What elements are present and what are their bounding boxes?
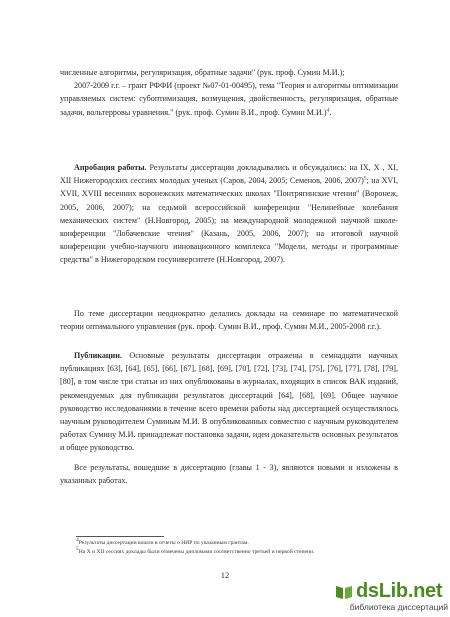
page-number: 12 [220,570,230,580]
paragraph-grant-continuation [60,66,398,119]
footnote-ref-5[interactable]: 5 [363,175,367,182]
grant-text: 2007-2009 г.г. – грант РФФИ (проект №07-01-00495), тема "Теория и алгоритмы оптимизации управляемых систем: субоптимизация, возмущения, двойственность, регуляризация, обратные задачи, вольтерровы уравнения." (рук. проф. Сумин В.И., проф. Сумин М.И.) [60,81,398,117]
text-line: численные алгоритмы, регуляризация, обратные задачи" (рук. проф. Сумин М.И.); [60,68,345,77]
section-heading-publications: Публикации. [74,351,122,360]
book-icon [334,583,354,601]
watermark-subtitle: библиотека диссертаций [349,602,448,612]
approbation-text-b: ; на XVI, XVII, XVIII весенних воронежских математических школах "Понтрягинские чтения" (Воронеж, 2005, 2006, 2007); на седьмой всероссийской конференции "Нелинейные колебания механических систем" (Н.Новгород, 2005); на международной молодежной научной школе-конференции "Лобачевские чтения" (Казань, 2005, 2006, 2007); на итоговой научной конференции учебно-научного инновационного комплекса "Модели, методы и программные средства" в Нижегородском госуниверситете (Н.Новгород, 2007). [60,176,398,265]
footnote-5: $^5$На X и XII сессиях доклады были отмечены дипломами соответственно третьей и первой степени. [76,546,315,555]
watermark-title: dsLib.net [356,580,443,602]
footnote-4: $^4$Результаты диссертации вошли в отчеты о НИР по указанным грантам. [76,537,249,546]
seminar-text: По теме диссертации неоднократно делались доклады на семинаре по математической теории оптимального управления (рук. проф. Сумин В.И., проф. Сумин М.И., 2005-2008 г.г.). [60,309,398,332]
footnote-ref-4[interactable]: 4 [326,106,330,113]
watermark-logo[interactable] [330,580,448,614]
paragraph-novelty [60,461,398,487]
paragraph-publications [60,349,398,455]
section-heading-approbation: Апробация работы. [74,163,147,172]
publications-text: Основные результаты диссертации отражены в семнадцати научных публикациях [63], [64], [65], [66], [67], [68], [69], [70], [72], [73], [74], [75], [76], [77], [78], [79], [80], в том числе три статьи из них опубликованы в журналах, входящих в список ВАК изданий, рекомендуемых для публикации результатов диссертаций [64], [68], [69]. Общее научное руководство исследованиями в течение всего времени работы над диссертацией осуществлялось научным руководителем Суминым М.И. В опубликованных совместно с научным руководителем работах Сумину М.И. принадлежат постановка задачи, идеи доказательств основных результатов и общее руководство. [60,351,398,453]
paragraph-approbation [60,161,398,267]
footnote-divider [76,536,164,537]
paragraph-seminar [60,307,398,333]
novelty-text: Все результаты, вошедшие в диссертацию (главы 1 - 3), являются новыми и изложены в указанных работах. [60,463,398,486]
paragraph-grant-2007: 2007-2009 г.г. – грант РФФИ (проект №07-01-00495), тема "Теория и алгоритмы оптимизации управляемых систем: субоптимизация, возмущения, двойственность, регуляризация, обратные задачи, вольтерровы уравнения." (рук. проф. Сумин В.И., проф. Сумин М.И.)$^4$. [60,81,398,117]
approbation-text-a: Результаты диссертации докладывались и обсуждались: на IX, X , XI, XII Нижегородских сессиях молодых ученых (Саров, 2004, 2005; Семенов, 2006, 2007) [60,163,398,186]
